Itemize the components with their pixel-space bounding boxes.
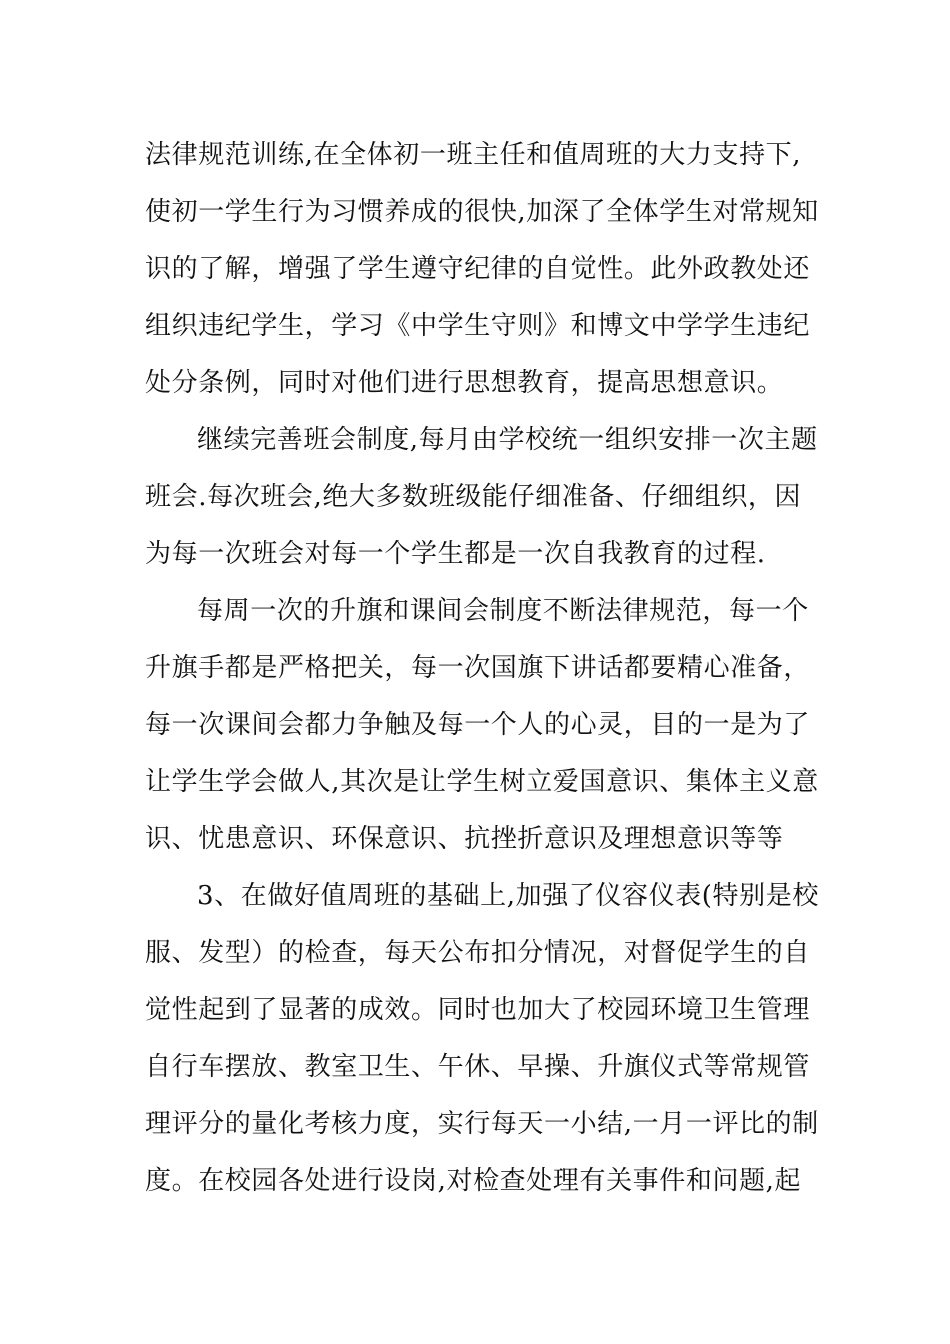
text-line: 理评分的量化考核力度，实行每天一小结,一月一评比的制 [145, 1109, 819, 1139]
text-line: 使初一学生行为习惯养成的很快,加深了全体学生对常规知 [145, 197, 819, 227]
text-line: 法律规范训练,在全体初一班主任和值周班的大力支持下, [145, 140, 802, 170]
text-line: 让学生学会做人,其次是让学生树立爱国意识、集体主义意 [145, 767, 819, 797]
paragraph-first-line: 每周一次的升旗和课间会制度不断法律规范，每一个 [197, 596, 809, 626]
text-line: 为每一次班会对每一个学生都是一次自我教育的过程. [145, 539, 766, 569]
text-line: 觉性起到了显著的成效。同时也加大了校园环境卫生管理 [145, 995, 811, 1025]
text-line: 处分条例，同时对他们进行思想教育，提高思想意识。 [145, 368, 784, 398]
paragraph-first-line: 3、在做好值周班的基础上,加强了仪容仪表(特别是校 [197, 881, 819, 911]
text-line: 组织违纪学生，学习《中学生守则》和博文中学学生违纪 [145, 311, 811, 341]
text-line: 班会.每次班会,绝大多数班级能仔细准备、仔细组织，因 [145, 482, 802, 512]
text-line: 识、忧患意识、环保意识、抗挫折意识及理想意识等等 [145, 824, 784, 854]
text-line: 服、发型）的检查，每天公布扣分情况，对督促学生的自 [145, 938, 811, 968]
text-line: 度。在校园各处进行设岗,对检查处理有关事件和问题,起 [145, 1166, 802, 1196]
body-text [145, 127, 819, 1210]
text-line: 自行车摆放、教室卫生、午休、早操、升旗仪式等常规管 [145, 1052, 811, 1082]
text-line: 识的了解，增强了学生遵守纪律的自觉性。此外政教处还 [145, 254, 811, 284]
paragraph-first-line: 继续完善班会制度,每月由学校统一组织安排一次主题 [197, 425, 818, 455]
text-line: 升旗手都是严格把关，每一次国旗下讲话都要精心准备， [145, 653, 811, 683]
text-line: 每一次课间会都力争触及每一个人的心灵，目的一是为了 [145, 710, 811, 740]
